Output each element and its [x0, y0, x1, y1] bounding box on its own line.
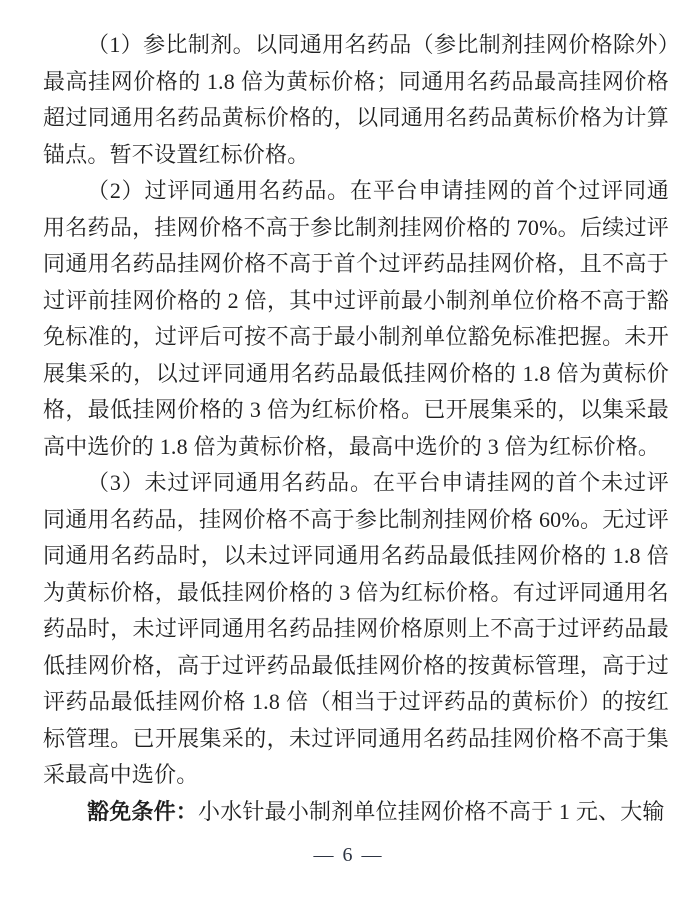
- paragraph-non-evaluated-generic-drugs: （3）未过评同通用名药品。在平台申请挂网的首个未过评同通用名药品，挂网价格不高于参比制剂挂网价格 60%。无过评同通用名药品时，以未过评同通用名药品最低挂网价格的 1.8 倍为黄标价格，最低挂网价格的 3 倍为红标价格。有过评同通用名药品时，未过评同通用名药品挂网价格原则上不高于过评药品最低挂网价格，高于过评药品最低挂网价格的按黄标管理，高于过评药品最低挂网价格 1.8 倍（相当于过评药品的黄标价）的按红标管理。已开展集采的，未过评同通用名药品挂网价格不高于集采最高中选价。: [43, 470, 669, 787]
- paragraph-exemption-conditions: [43, 794, 669, 831]
- page-number: — 6 —: [313, 844, 384, 866]
- paragraph-evaluated-generic-drugs: （2）过评同通用名药品。在平台申请挂网的首个过评同通用名药品，挂网价格不高于参比制剂挂网价格的 70%。后续过评同通用名药品挂网价格不高于首个过评药品挂网价格，且不高于过评前挂网价格的 2 倍，其中过评前最小制剂单位价格不高于豁免标准的，过评后可按不高于最小制剂单位豁免标准把握。未开展集采的，以过评同通用名药品最低挂网价格的 1.8 倍为黄标价格，最低挂网价格的 3 倍为红标价格。已开展集采的，以集采最高中选价的 1.8 倍为黄标价格，最高中选价的 3 倍为红标价格。: [43, 178, 669, 459]
- exemption-conditions-label: 豁免条件：: [87, 798, 199, 824]
- paragraph-reference-preparation: （1）参比制剂。以同通用名药品（参比制剂挂网价格除外）最高挂网价格的 1.8 倍为黄标价格；同通用名药品最高挂网价格超过同通用名药品黄标价格的，以同通用名药品黄标价格为计算锚点。暂不设置红标价格。: [43, 32, 669, 167]
- document-body: [43, 27, 669, 830]
- exemption-conditions-text: 小水针最小制剂单位挂网价格不高于 1 元、大输: [198, 798, 665, 824]
